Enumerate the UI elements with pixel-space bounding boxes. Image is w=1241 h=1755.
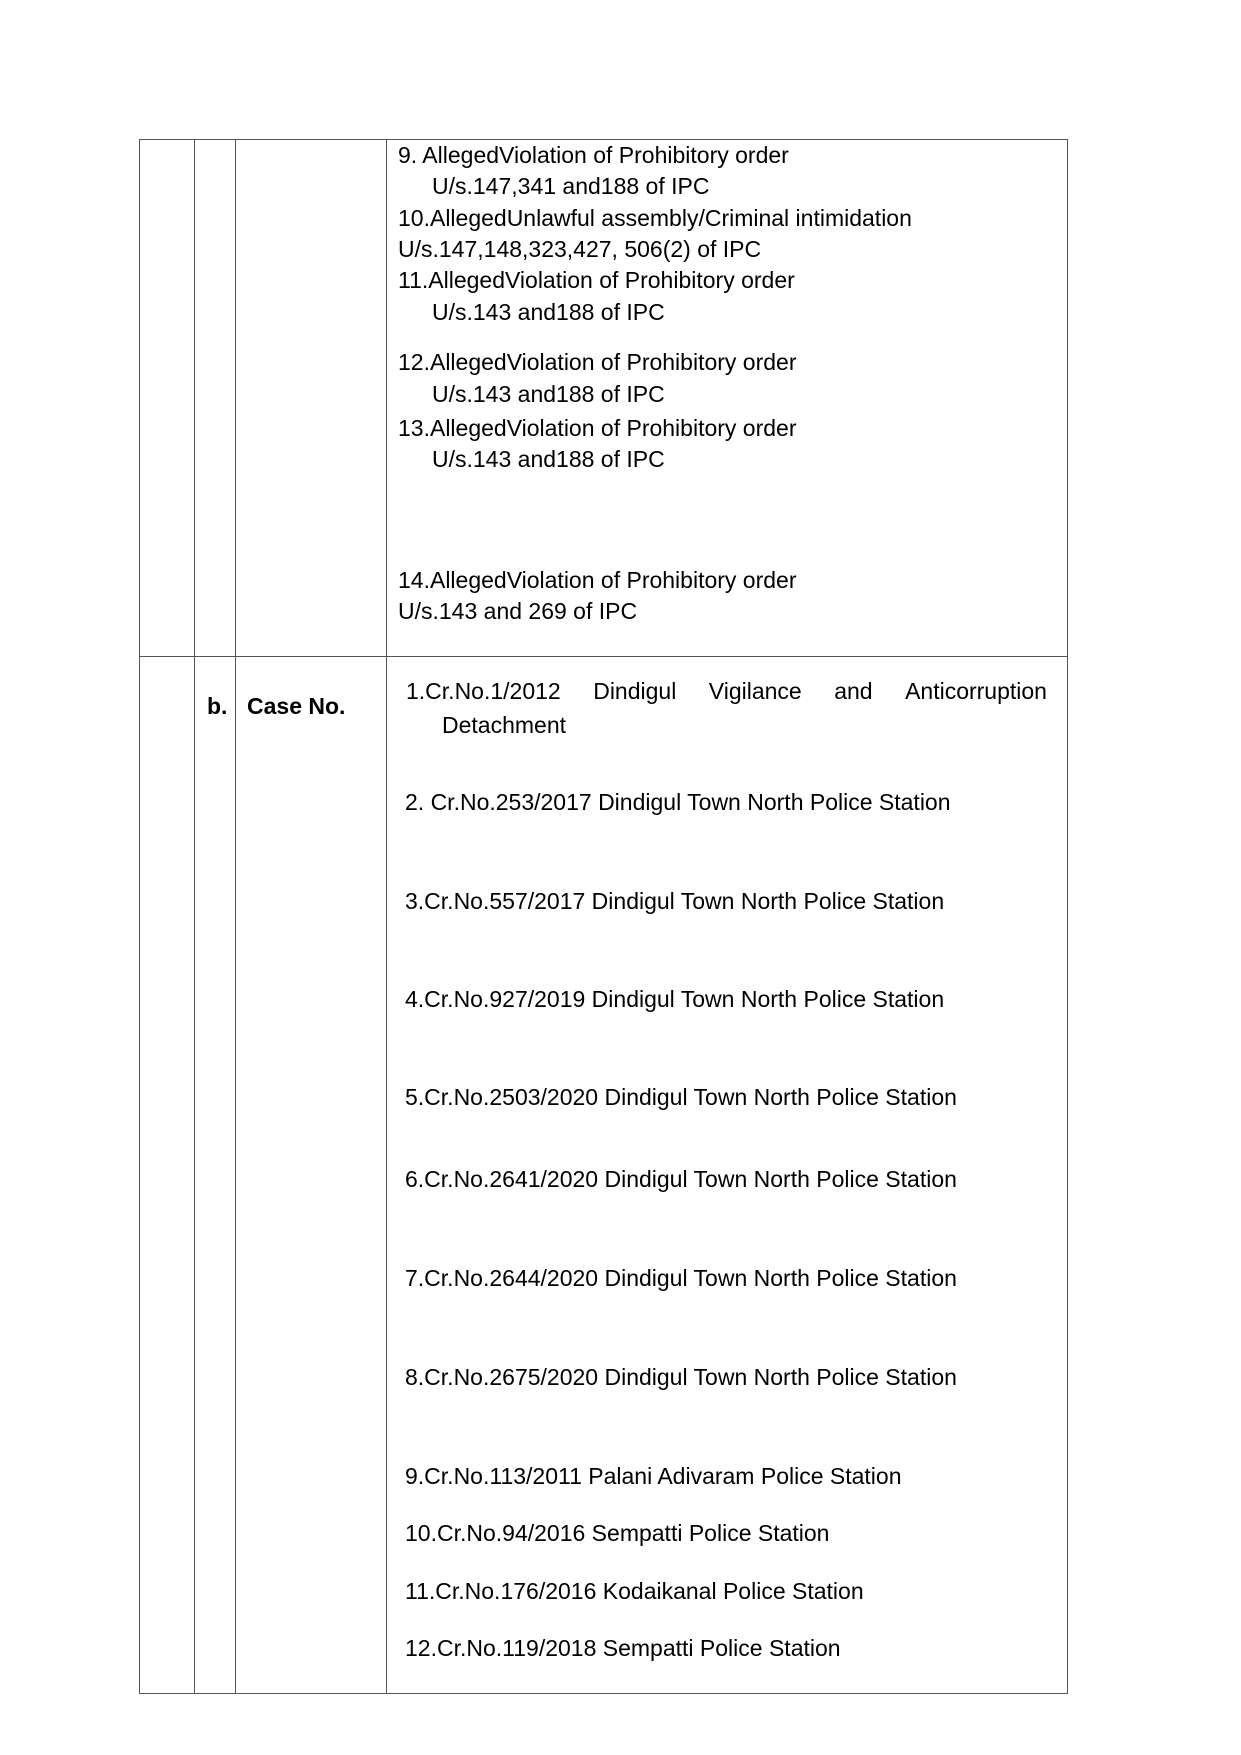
case-word: Dindigul xyxy=(593,678,677,704)
offence-section-line: U/s.147,148,323,427, 506(2) of IPC xyxy=(398,236,762,262)
offence-item-line: 9. AllegedViolation of Prohibitory order xyxy=(398,142,789,168)
table-column-divider-2 xyxy=(235,139,236,1694)
offence-item-line: 13.AllegedViolation of Prohibitory order xyxy=(398,415,797,441)
case-word: Anticorruption xyxy=(905,678,1047,704)
offence-item-line: 11.AllegedViolation of Prohibitory order xyxy=(398,267,795,293)
table-bottom-border xyxy=(139,1693,1068,1694)
case-item: 2. Cr.No.253/2017 Dindigul Town North Police Station xyxy=(405,789,951,815)
case-item: 10.Cr.No.94/2016 Sempatti Police Station xyxy=(405,1520,830,1546)
case-word: Vigilance xyxy=(708,678,802,704)
case-no-heading: Case No. xyxy=(247,693,346,719)
case-item: 11.Cr.No.176/2016 Kodaikanal Police Station xyxy=(405,1578,864,1604)
table-row-divider xyxy=(139,656,1068,657)
section-label: b. xyxy=(207,693,228,719)
case-item: 5.Cr.No.2503/2020 Dindigul Town North Police Station xyxy=(405,1084,957,1110)
offence-item-line: 14.AllegedViolation of Prohibitory order xyxy=(398,567,797,593)
table-left-border xyxy=(139,139,140,1694)
table-right-border xyxy=(1067,139,1068,1694)
case-item xyxy=(406,677,1047,705)
table-column-divider-3 xyxy=(386,139,387,1694)
table-top-border xyxy=(139,139,1068,140)
offence-section-line: U/s.143 and188 of IPC xyxy=(432,381,665,407)
offence-section-line: U/s.143 and188 of IPC xyxy=(432,299,665,325)
case-word: 1.Cr.No.1/2012 xyxy=(406,678,561,704)
case-item: 7.Cr.No.2644/2020 Dindigul Town North Police Station xyxy=(405,1265,957,1291)
case-item: 8.Cr.No.2675/2020 Dindigul Town North Police Station xyxy=(405,1364,957,1390)
case-item: 6.Cr.No.2641/2020 Dindigul Town North Police Station xyxy=(405,1166,957,1192)
table-column-divider-1 xyxy=(194,139,195,1694)
offence-item-line: 12.AllegedViolation of Prohibitory order xyxy=(398,349,797,375)
case-item: 9.Cr.No.113/2011 Palani Adivaram Police Station xyxy=(405,1463,902,1489)
offence-section-line: U/s.143 and 269 of IPC xyxy=(398,598,638,624)
case-item: 12.Cr.No.119/2018 Sempatti Police Station xyxy=(405,1635,841,1661)
case-item: 3.Cr.No.557/2017 Dindigul Town North Police Station xyxy=(405,888,945,914)
offence-section-line: U/s.143 and188 of IPC xyxy=(432,446,665,472)
case-word: and xyxy=(834,678,873,704)
case-item-continuation: Detachment xyxy=(442,712,567,738)
case-item: 4.Cr.No.927/2019 Dindigul Town North Police Station xyxy=(405,986,945,1012)
offence-section-line: U/s.147,341 and188 of IPC xyxy=(432,173,710,199)
offence-item-line: 10.AllegedUnlawful assembly/Criminal intimidation xyxy=(398,205,912,231)
